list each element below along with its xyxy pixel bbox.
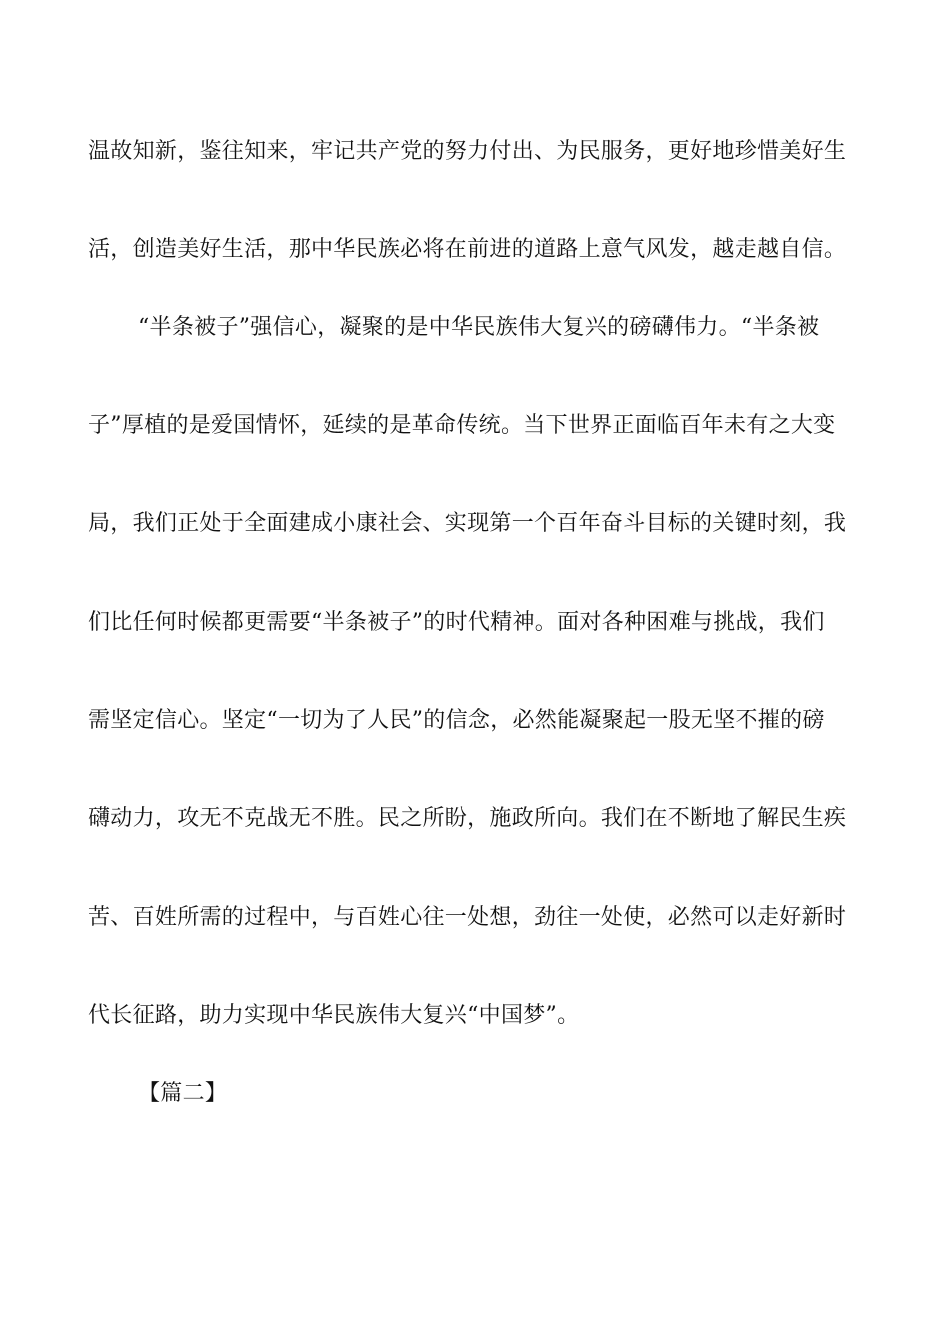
- paragraph-line-8: 礴动力，攻无不克战无不胜。民之所盼，施政所向。我们在不断地了解民生疾: [88, 806, 847, 831]
- section-heading: 【篇二】: [138, 1081, 228, 1106]
- paragraph-line-9: 苦、百姓所需的过程中，与百姓心往一处想，劲往一处使，必然可以走好新时: [88, 905, 847, 930]
- paragraph-line-3: “半条被子”强信心，凝聚的是中华民族伟大复兴的磅礴伟力。“半条被: [138, 315, 820, 340]
- paragraph-line-1: 温故知新，鉴往知来，牢记共产党的努力付出、为民服务，更好地珍惜美好生: [88, 139, 847, 164]
- paragraph-line-7: 需坚定信心。坚定“一切为了人民”的信念，必然能凝聚起一股无坚不摧的磅: [88, 708, 825, 733]
- paragraph-line-5: 局，我们正处于全面建成小康社会、实现第一个百年奋斗目标的关键时刻，我: [88, 511, 847, 536]
- paragraph-line-2: 活，创造美好生活，那中华民族必将在前进的道路上意气风发，越走越自信。: [88, 237, 847, 262]
- paragraph-line-4: 子”厚植的是爱国情怀，延续的是革命传统。当下世界正面临百年未有之大变: [88, 413, 836, 438]
- paragraph-line-10: 代长征路，助力实现中华民族伟大复兴“中国梦”。: [88, 1003, 580, 1028]
- paragraph-line-6: 们比任何时候都更需要“半条被子”的时代精神。面对各种困难与挑战，我们: [88, 610, 825, 635]
